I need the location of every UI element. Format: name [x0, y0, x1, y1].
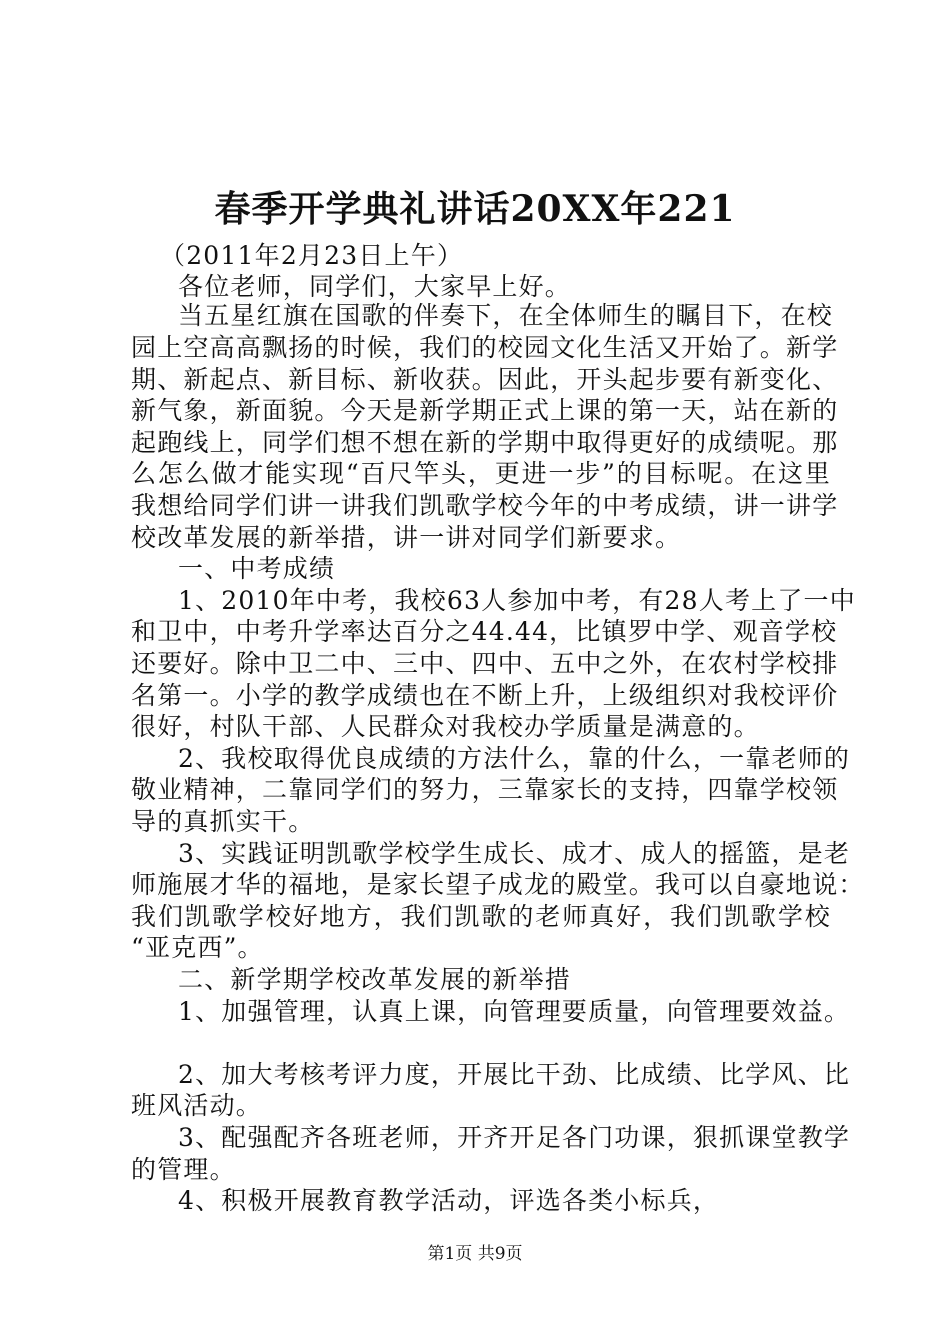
paragraph-line: 我想给同学们讲一讲我们凯歌学校今年的中考成绩，讲一讲学	[131, 491, 839, 520]
document-title: 春季开学典礼讲话20XX年221	[214, 188, 736, 230]
paragraph-line: 敬业精神，二靠同学们的努力，三靠家长的支持，四靠学校领	[131, 775, 839, 804]
paragraph-line: 当五星红旗在国歌的伴奏下，在全体师生的瞩目下，在校	[178, 301, 834, 330]
paragraph-line: 3、配强配齐各班老师，开齐开足各门功课，狠抓课堂教学	[178, 1123, 851, 1152]
greeting-line: 各位老师，同学们，大家早上好。	[178, 272, 572, 301]
section-heading: 一、中考成绩	[178, 554, 336, 583]
paragraph-line: 名第一。小学的教学成绩也在不断上升，上级组织对我校评价	[131, 681, 839, 710]
paragraph-line: “亚克西”。	[131, 933, 264, 962]
paragraph-line: 4、积极开展教育教学活动，评选各类小标兵，	[178, 1186, 720, 1215]
paragraph-line: 我们凯歌学校好地方，我们凯歌的老师真好，我们凯歌学校	[131, 902, 831, 931]
paragraph-line: 1、加强管理，认真上课，向管理要质量，向管理要效益。	[178, 997, 851, 1026]
paragraph-line: 么怎么做才能实现“百尺竿头，更进一步”的目标呢。在这里	[131, 459, 831, 488]
paragraph-line: 的管理。	[131, 1155, 236, 1184]
paragraph-line: 师施展才华的福地，是家长望子成龙的殿堂。我可以自豪地说：	[131, 870, 865, 899]
paragraph-line: 导的真抓实干。	[131, 807, 315, 836]
paragraph-line: 2、我校取得优良成绩的方法什么，靠的什么，一靠老师的	[178, 744, 851, 773]
section-heading: 二、新学期学校改革发展的新举措	[178, 965, 572, 994]
page-number-footer: 第1页 共9页	[427, 1244, 523, 1264]
date-line: （2011年2月23日上午）	[160, 241, 464, 270]
paragraph-line: 很好，村队干部、人民群众对我校办学质量是满意的。	[131, 712, 760, 741]
paragraph-line: 1、2010年中考，我校63人参加中考，有28人考上了一中	[178, 586, 856, 615]
paragraph-line: 校改革发展的新举措，讲一讲对同学们新要求。	[131, 523, 682, 552]
paragraph-line: 新气象，新面貌。今天是新学期正式上课的第一天，站在新的	[131, 396, 839, 425]
paragraph-line: 期、新起点、新目标、新收获。因此，开头起步要有新变化、	[131, 365, 839, 394]
paragraph-line: 3、实践证明凯歌学校学生成长、成才、成人的摇篮，是老	[178, 839, 851, 868]
paragraph-line: 和卫中，中考升学率达百分之44.44，比镇罗中学、观音学校	[131, 617, 838, 646]
paragraph-line: 班风活动。	[131, 1091, 263, 1120]
paragraph-line: 起跑线上，同学们想不想在新的学期中取得更好的成绩呢。那	[131, 428, 839, 457]
paragraph-line: 2、加大考核考评力度，开展比干劲、比成绩、比学风、比	[178, 1060, 851, 1089]
paragraph-line: 园上空高高飘扬的时候，我们的校园文化生活又开始了。新学	[131, 333, 839, 362]
paragraph-line: 还要好。除中卫二中、三中、四中、五中之外，在农村学校排	[131, 649, 839, 678]
